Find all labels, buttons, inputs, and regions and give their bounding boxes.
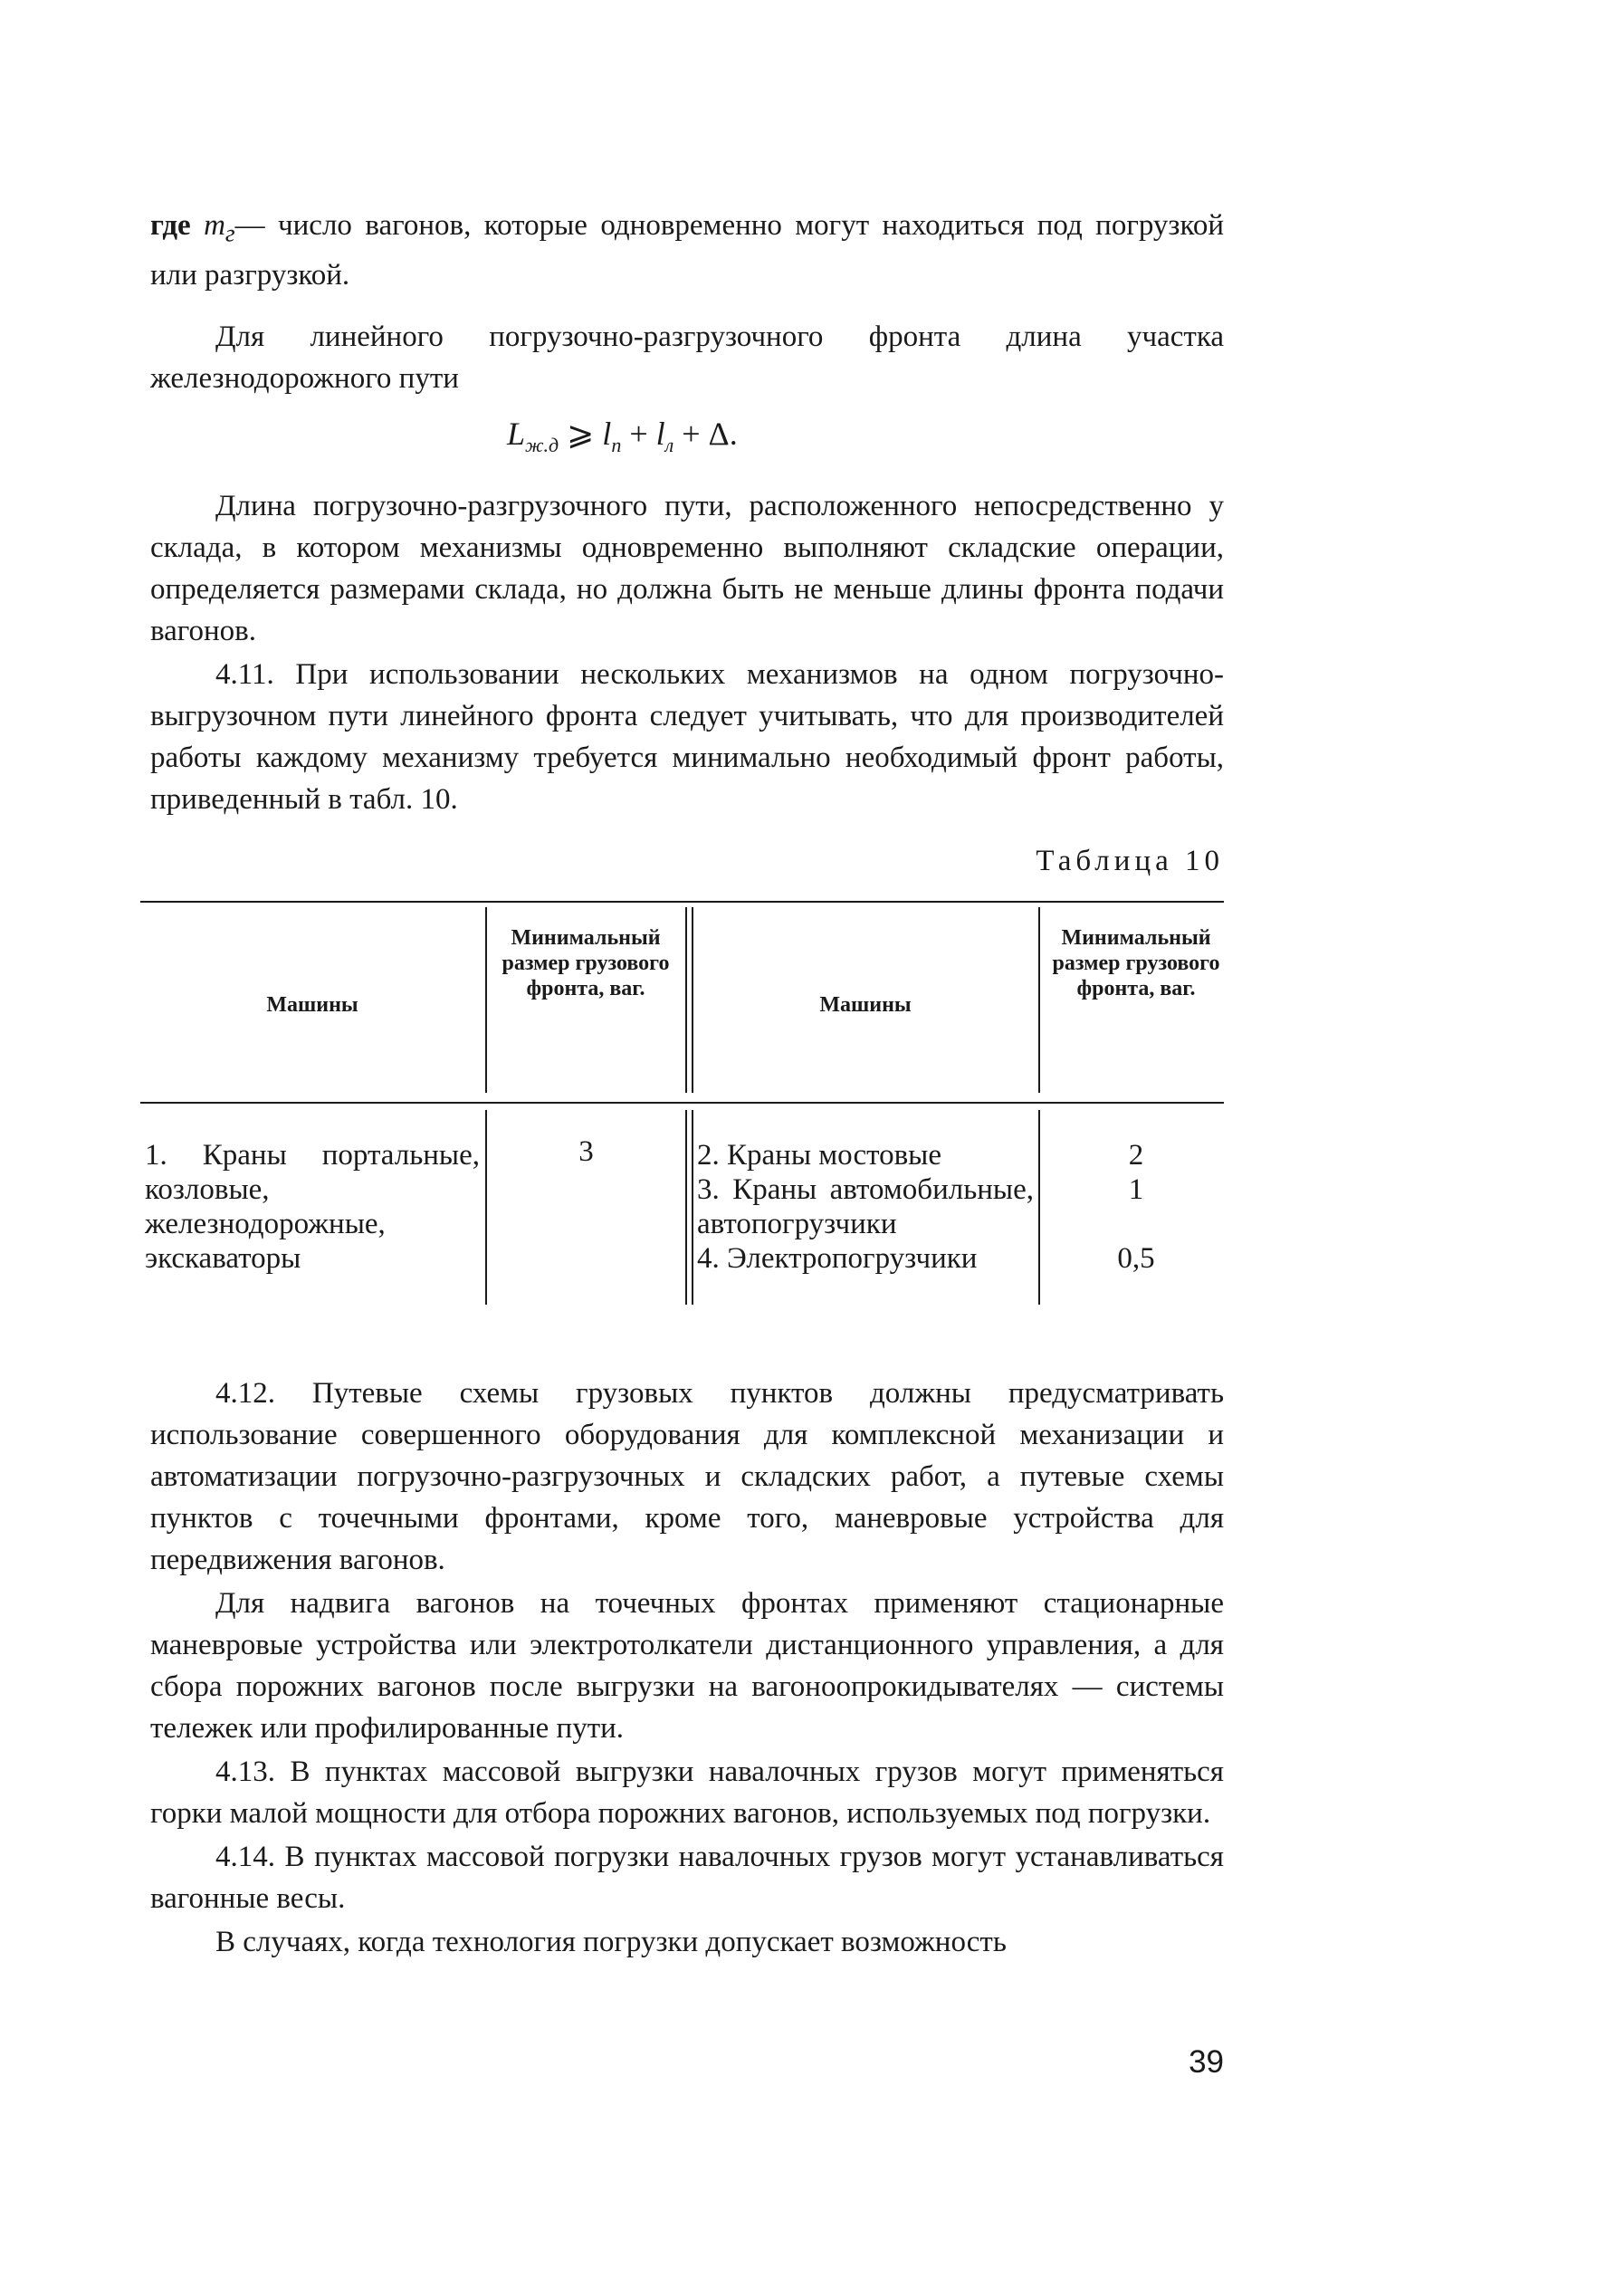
formula-relation: ⩾ [559,416,603,452]
formula-plus-2: + [673,416,709,452]
formula-plus-1: + [621,416,656,452]
page-number: 39 [1189,2044,1224,2080]
formula-ll-sub: л [664,434,674,457]
formula-lp-sub: п [611,434,622,457]
cell-right-value-2: 1 [1128,1173,1144,1206]
table-vline-2b-head [692,907,693,1093]
body-block-1 [150,485,1224,820]
formula-L: L [507,416,526,452]
table-top-rule [140,901,1224,903]
formula [507,415,738,457]
formula-lp: l [602,416,612,452]
formula-end: . [729,416,738,452]
header-min-front-1: Минимальный размер грузового фронта, ваг. [502,926,670,1000]
table-vline-1-head [485,907,487,1093]
where-text: — число вагонов, которые одновременно могут находиться под погрузкой или разгрузкой. [150,209,1224,292]
cell-left-value: 3 [578,1135,594,1168]
formula-delta: Δ [708,416,730,452]
paragraph-where [150,205,1224,296]
table-header-rule [140,1102,1224,1104]
formula-ll: l [655,416,665,452]
cell-right-value-3: 0,5 [1117,1242,1155,1275]
paragraph-4-12: 4.12. Путевые схемы грузовых пунктов должны предусматривать использование совершенного оборудования для комплексной механизации и автоматизации погрузочно-разгрузочных и складских работ, а путевые схемы пунктов с точечными фронтами, кроме того, маневровые устройства для передвижения вагонов. [150,1377,1224,1576]
cell-right-value-1: 2 [1128,1139,1144,1172]
where-label: где [150,209,205,242]
header-min-front-2: Минимальный размер грузового фронта, ваг. [1052,926,1220,1000]
cell-right-machine-1: 2. Краны мостовые [697,1139,941,1172]
header-machines-1: Машины [266,993,358,1017]
paragraph-4-11: 4.11. При использовании нескольких механизмов на одном погрузочно-выгрузочном пути линейного фронта следует учитывать, что для производителей работы каждому механизму требуется минимально необходимый фронт работы, приведенный в табл. 10. [150,658,1224,816]
paragraph-track-length: Длина погрузочно-разгрузочного пути, расположенного непосредственно у склада, в котором механизмы одновременно выполняют складские операции, определяется размерами склада, но должна быть не меньше длины фронта подачи вагонов. [150,490,1224,647]
body-block-2 [150,1373,1224,1963]
table-vline-2a-body [685,1110,687,1305]
table-vline-3-body [1038,1110,1040,1305]
intro-block [150,205,1224,399]
table-vline-2a-head [685,907,687,1093]
cell-left-machines: 1. Краны портальные, козловые, железнодорожные, экскаваторы [145,1139,480,1275]
table-vline-2b-body [692,1110,693,1305]
formula-L-sub: ж.д [525,434,559,457]
table-vline-1-body [485,1110,487,1305]
header-machines-2: Машины [819,993,912,1017]
paragraph-4-14: 4.14. В пунктах массовой погрузки навалочных грузов могут устанавливаться вагонные весы. [150,1841,1224,1915]
paragraph-cases: В случаях, когда технология погрузки допускает возможность [215,1926,1007,1958]
table-caption: Таблица 10 [1036,845,1224,877]
paragraph-linear-front: Для линейного погрузочно-разгрузочного фронта длина участка железнодорожного пути [150,320,1224,395]
cell-right-machine-3: 4. Электропогрузчики [697,1242,978,1275]
var-m: m [204,209,225,242]
cell-right-machine-2: 3. Краны автомобильные, автопогрузчики [697,1173,1034,1240]
var-m-sub: г [224,218,235,247]
paragraph-4-13: 4.13. В пунктах массовой выгрузки навалочных грузов могут применяться горки малой мощности для отбора порожних вагонов, используемых под погрузки. [150,1756,1224,1830]
paragraph-shunting: Для надвига вагонов на точечных фронтах применяют стационарные маневровые устройства или электротолкатели дистанционного управления, а для сбора порожних вагонов после выгрузки на вагоноопрокидывателях — системы тележек или профилированные пути. [150,1587,1224,1745]
variable-m [204,209,235,247]
table-vline-3-head [1038,907,1040,1093]
